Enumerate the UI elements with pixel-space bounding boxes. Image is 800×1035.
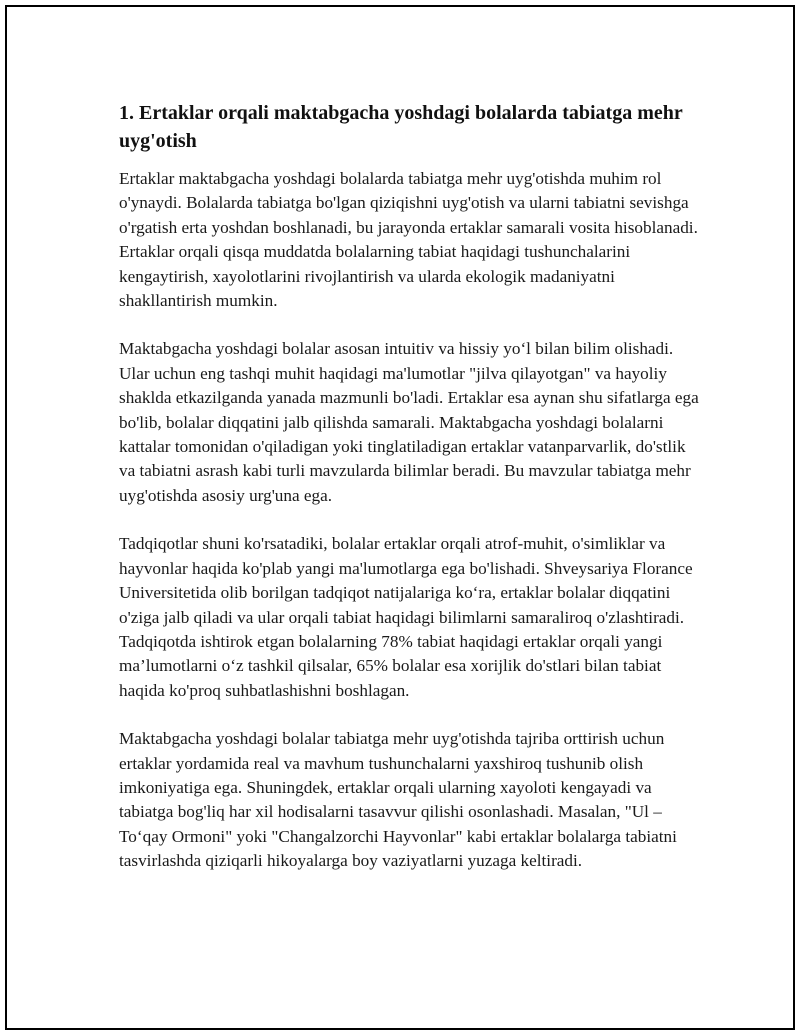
paragraph-1: Ertaklar maktabgacha yoshdagi bolalarda tabiatga mehr uyg'otishda muhim rol o'ynaydi. Bolalarda tabiatga bo'lgan qiziqishni uyg'otish va ularni tabiatni sevishga o'rgatish erta yoshdan boshlanadi, bu jarayonda ertaklar samarali vosita hisoblanadi. Ertaklar orqali qisqa muddatda bolalarning tabiat haqidagi tushunchalarini kengaytirish, xayolotlarini rivojlantirish va ularda ekologik madaniyatni shakllantirish mumkin.	[119, 169, 698, 311]
paragraph-3: Tadqiqotlar shuni ko'rsatadiki, bolalar ertaklar orqali atrof-muhit, o'simliklar va hayvonlar haqida ko'plab yangi ma'lumotlarga ega bo'lishadi. Shveysariya Florance Universitetida olib borilgan tadqiqot natijalariga ko‘ra, ertaklar bolalar diqqatini o'ziga jalb qiladi va ular orqali tabiat haqidagi bilimlarni samaraliroq o'zlashtiradi. Tadqiqotda ishtirok etgan bolalarning 78% tabiat haqidagi ertaklar orqali yangi ma’lumotlarni o‘z tashkil qilsalar, 65% bolalar esa xorijlik do'stlari bilan tabiat haqida ko'proq suhbatlashishni boshlagan.	[119, 534, 693, 700]
paragraph-2: Maktabgacha yoshdagi bolalar asosan intuitiv va hissiy yo‘l bilan bilim olishadi. Ular uchun eng tashqi muhit haqidagi ma'lumotlar "jilva qilayotgan" va hayoliy shaklda etkazilganda yanada mazmunli bo'ladi. Ertaklar esa aynan shu sifatlarga ega bo'lib, bolalar diqqatini jalb qilishda samarali. Maktabgacha yoshdagi bolalarni kattalar tomonidan o'qiladigan yoki tinglatiladigan ertaklar vatanparvarlik, do'stlik va tabiatni asrash kabi turli mavzularda bilimlar beradi. Bu mavzular tabiatga mehr uyg'otishda asosiy urg'una ega.	[119, 339, 699, 505]
document-body	[119, 99, 705, 898]
section-heading: 1. Ertaklar orqali maktabgacha yoshdagi bolalarda tabiatga mehr uyg'otish	[119, 102, 683, 152]
page-frame	[5, 5, 795, 1030]
paragraph-4: Maktabgacha yoshdagi bolalar tabiatga mehr uyg'otishda tajriba orttirish uchun ertaklar yordamida real va mavhum tushunchalarni yaxshiroq tushunib olish imkoniyatiga ega. Shuningdek, ertaklar orqali ularning xayoloti kengayadi va tabiatga bog'liq har xil hodisalarni tasavvur qilishi osonlashadi. Masalan, "Ul – To‘qay Ormoni" yoki "Changalzorchi Hayvonlar" kabi ertaklar bolalarga tabiatni tasvirlashda qiziqarli hikoyalarga boy vaziyatlarni yuzaga keltiradi.	[119, 729, 677, 871]
